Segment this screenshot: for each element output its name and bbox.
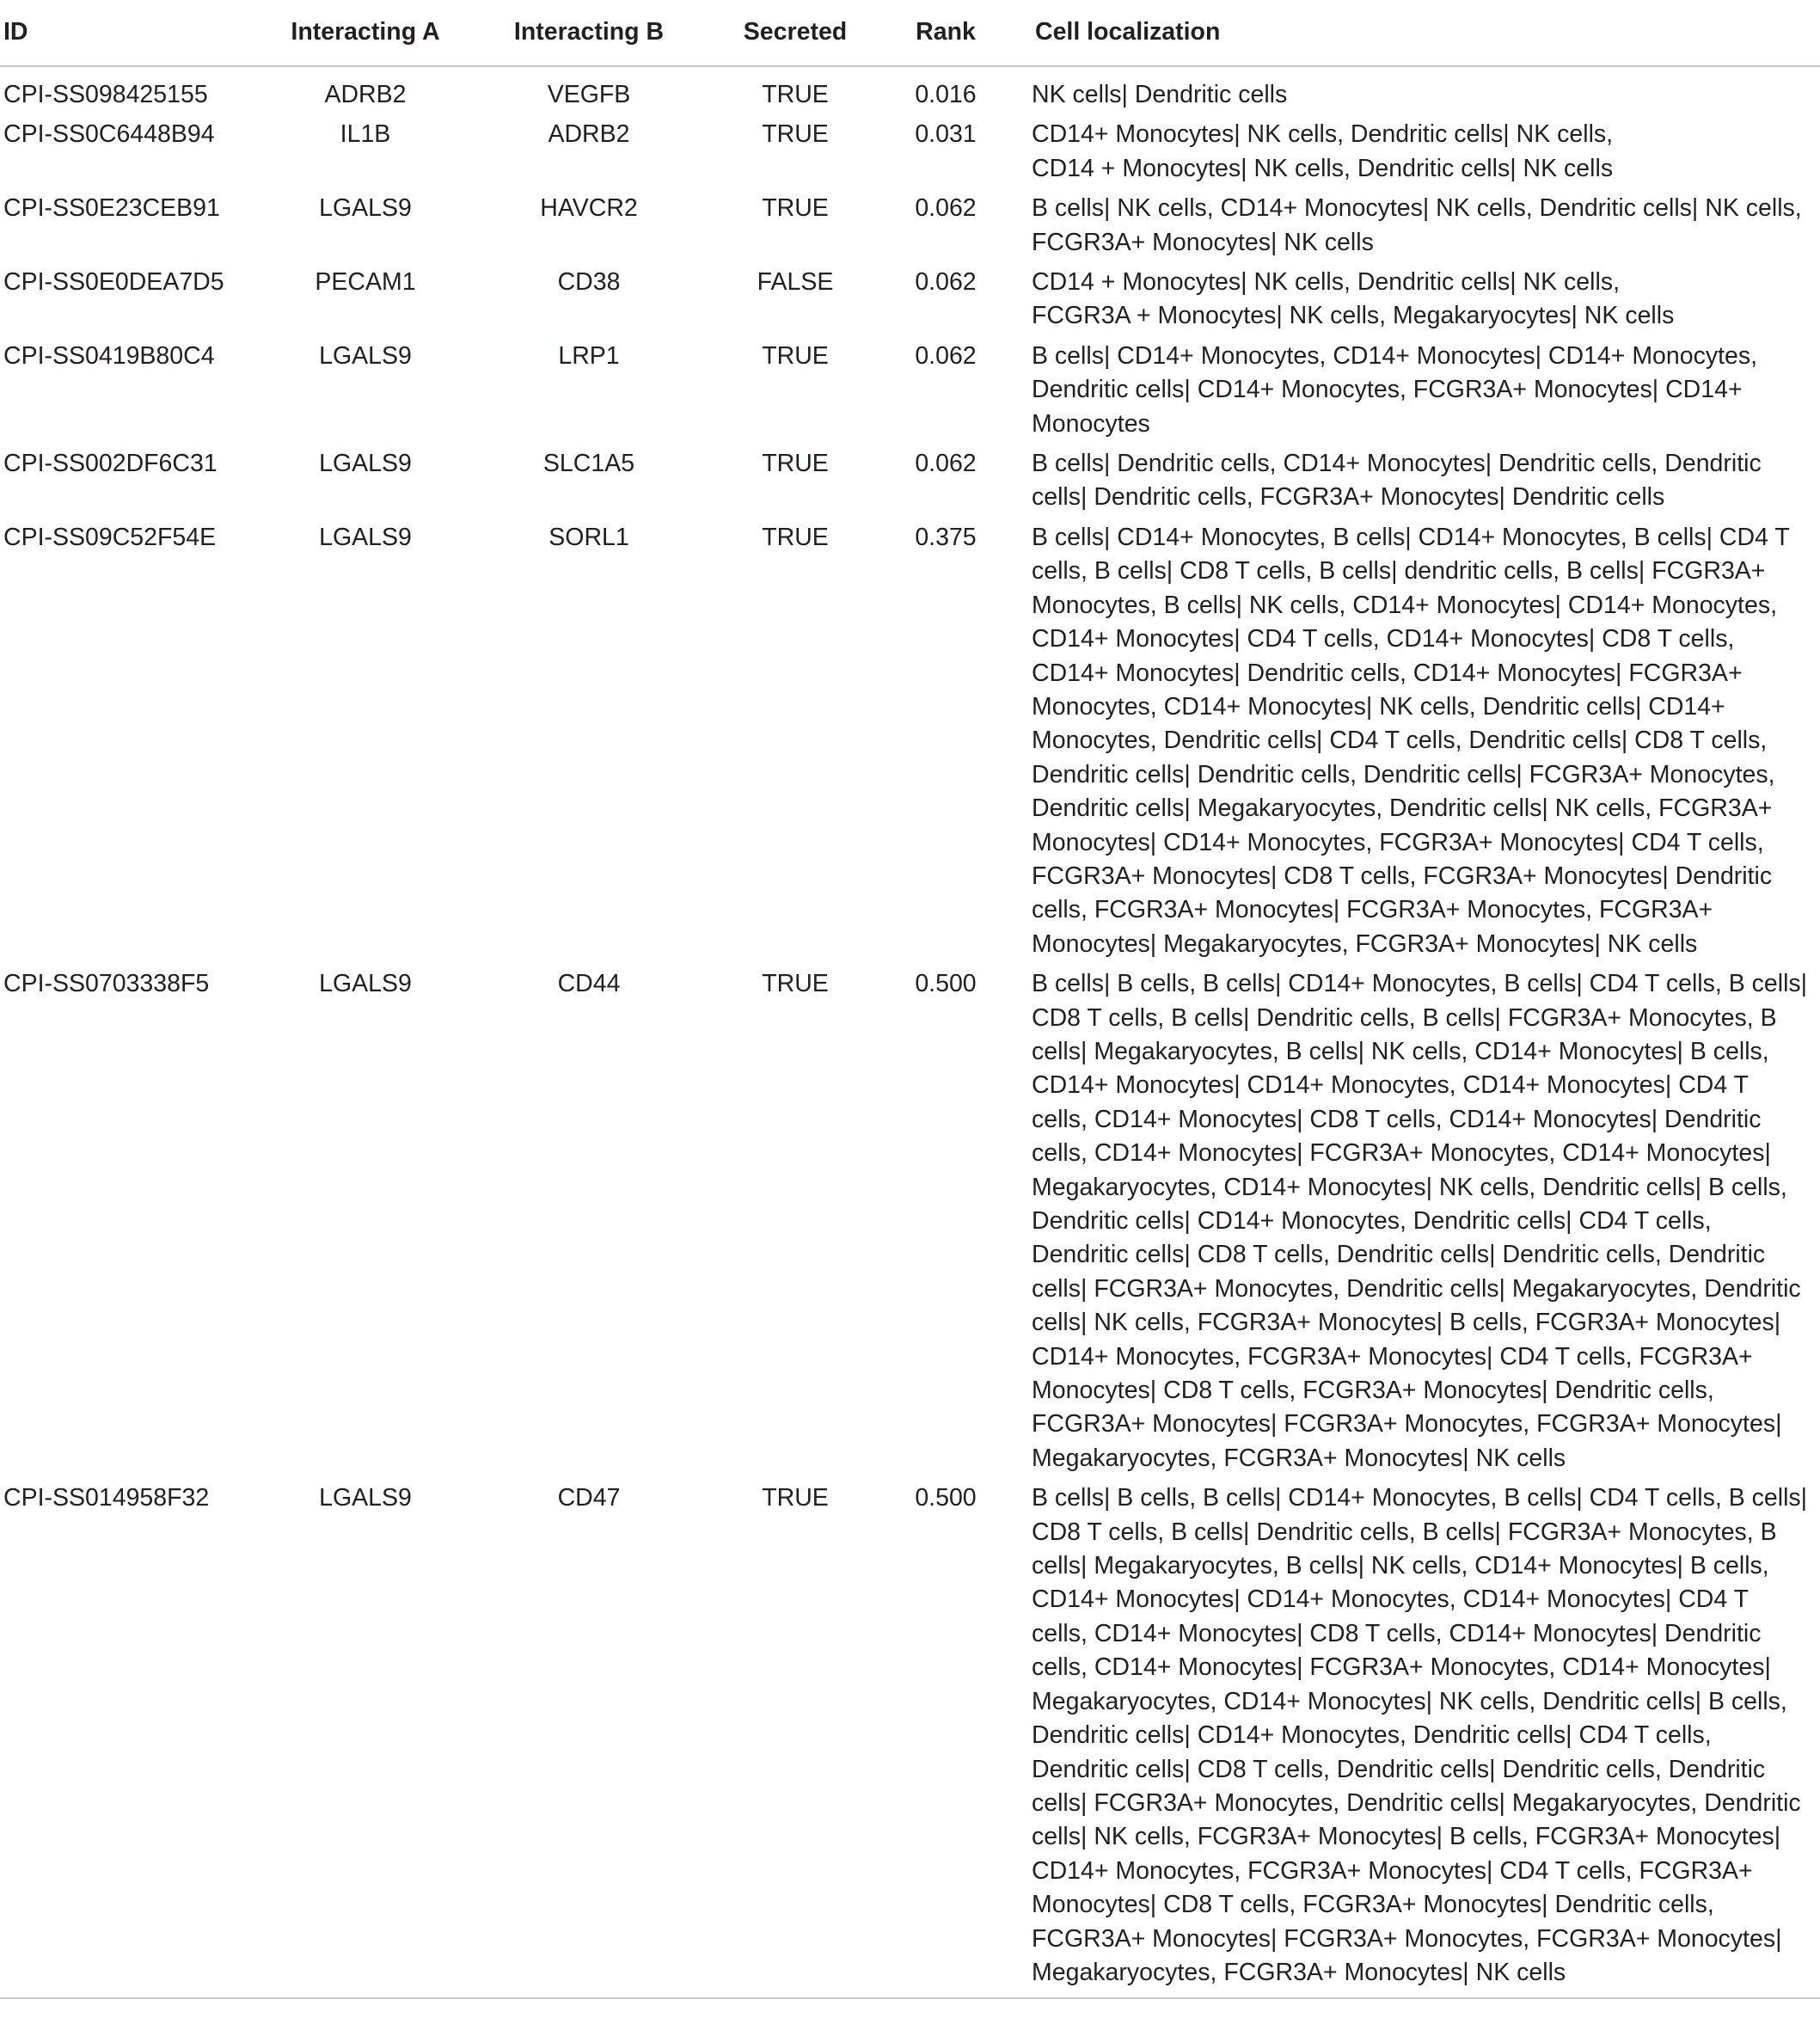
cell-rank: 0.062 <box>915 268 977 297</box>
localization-line: cells| FCGR3A+ Monocytes, Dendritic cells| Megakaryocytes, Dendritic <box>1032 1274 1801 1303</box>
localization-line: cells, CD14+ Monocytes| CD8 T cells, CD14+ Monocytes| Dendritic <box>1032 1105 1762 1133</box>
localization-line: CD8 T cells, B cells| Dendritic cells, B cells| FCGR3A+ Monocytes, B <box>1032 1518 1777 1546</box>
cell-interacting-a: LGALS9 <box>319 450 412 478</box>
localization-line: B cells| B cells, B cells| CD14+ Monocytes, B cells| CD4 T cells, B cells| <box>1032 970 1808 998</box>
localization-line: CD14+ Monocytes, FCGR3A+ Monocytes| CD4 T cells, FCGR3A+ <box>1032 1856 1753 1885</box>
cell-id: CPI-SS014958F32 <box>0 1481 284 1998</box>
table-row <box>0 447 1820 521</box>
cell-interacting-b: LRP1 <box>558 341 620 370</box>
localization-line: FCGR3A+ Monocytes| FCGR3A+ Monocytes, FCGR3A+ Monocytes| <box>1032 1924 1782 1953</box>
cell-localization <box>1032 967 1820 1481</box>
cell-interacting-a: LGALS9 <box>319 970 412 998</box>
cell-rank: 0.062 <box>915 341 977 370</box>
cell-id: CPI-SS0C6448B94 <box>3 120 215 149</box>
cell-interacting-b: SORL1 <box>548 523 629 551</box>
cell-localization <box>1032 521 1820 967</box>
cell-secreted: TRUE <box>762 81 829 108</box>
cell-interacting-a: ADRB2 <box>324 81 407 108</box>
cell-rank: 0.016 <box>915 81 977 108</box>
cell-secreted: TRUE <box>762 970 829 998</box>
table-row <box>0 192 1820 266</box>
localization-line: cells| Megakaryocytes, B cells| NK cells, CD14+ Monocytes| B cells, <box>1032 1552 1769 1580</box>
cell-secreted: TRUE <box>762 450 829 478</box>
table-row <box>0 340 1820 447</box>
localization-line: Monocytes| CD8 T cells, FCGR3A+ Monocytes| Dendritic cells, <box>1032 1891 1714 1919</box>
cell-localization <box>1032 192 1820 266</box>
cell-interacting-b: CD38 <box>557 268 621 297</box>
cell-interacting-b: VEGFB <box>547 81 631 108</box>
localization-line: Dendritic cells| CD14+ Monocytes, Dendritic cells| CD4 T cells, <box>1032 1721 1712 1750</box>
localization-line: FCGR3A+ Monocytes| NK cells <box>1032 228 1374 256</box>
cell-localization <box>1032 66 1820 118</box>
table-header <box>0 0 1820 66</box>
table-row <box>0 266 1820 340</box>
localization-line: Monocytes, Dendritic cells| CD4 T cells, Dendritic cells| CD8 T cells, <box>1032 727 1768 755</box>
header-row <box>0 0 1820 66</box>
localization-line: cells, B cells| CD8 T cells, B cells| dendritic cells, B cells| FCGR3A+ <box>1032 557 1766 586</box>
cell-localization <box>1032 447 1820 521</box>
cell-interacting-b: ADRB2 <box>548 120 630 149</box>
localization-line: CD8 T cells, B cells| Dendritic cells, B cells| FCGR3A+ Monocytes, B <box>1032 1003 1777 1032</box>
localization-line: FCGR3A+ Monocytes| CD8 T cells, FCGR3A+ Monocytes| Dendritic <box>1032 862 1773 890</box>
localization-line: NK cells| Dendritic cells <box>1032 81 1288 108</box>
cell-rank: 0.062 <box>915 450 977 478</box>
cell-localization <box>1032 118 1820 192</box>
cell-id: CPI-SS0419B80C4 <box>3 341 215 370</box>
cell-interacting-a: LGALS9 <box>319 523 412 551</box>
localization-line: cells, FCGR3A+ Monocytes| FCGR3A+ Monocytes, FCGR3A+ <box>1032 896 1713 924</box>
localization-line: cells, CD14+ Monocytes| FCGR3A+ Monocytes, CD14+ Monocytes| <box>1032 1653 1771 1682</box>
cell-rank: 0.062 <box>915 194 977 223</box>
localization-line: CD14+ Monocytes, FCGR3A+ Monocytes| CD4 T cells, FCGR3A+ <box>1032 1342 1753 1371</box>
localization-line: Monocytes, CD14+ Monocytes| NK cells, Dendritic cells| CD14+ <box>1032 692 1725 721</box>
localization-line: B cells| NK cells, CD14+ Monocytes| NK cells, Dendritic cells| NK cells, <box>1032 194 1802 223</box>
localization-line: Megakaryocytes, FCGR3A+ Monocytes| NK cells <box>1032 1444 1566 1472</box>
localization-line: cells| FCGR3A+ Monocytes, Dendritic cells| Megakaryocytes, Dendritic <box>1032 1788 1801 1817</box>
table-row <box>0 521 1820 967</box>
cell-rank: 0.500 <box>860 1481 1032 1998</box>
cell-interacting-b: SLC1A5 <box>542 450 635 478</box>
localization-line: Dendritic cells| CD8 T cells, Dendritic cells| Dendritic cells, Dendritic <box>1032 1241 1766 1269</box>
cell-interacting-b: CD47 <box>447 1481 731 1998</box>
table-row <box>0 967 1820 1481</box>
cell-rank: 0.375 <box>915 523 977 551</box>
cell-id: CPI-SS0E23CEB91 <box>3 194 220 223</box>
localization-line: CD14 + Monocytes| NK cells, Dendritic cells| NK cells <box>1032 154 1614 182</box>
cell-interacting-a: PECAM1 <box>315 268 416 297</box>
localization-line: Dendritic cells| CD8 T cells, Dendritic cells| Dendritic cells, Dendritic <box>1032 1755 1766 1783</box>
localization-line: Dendritic cells| CD14+ Monocytes, Dendritic cells| CD4 T cells, <box>1032 1207 1712 1235</box>
cell-secreted: TRUE <box>762 120 829 149</box>
localization-line: CD14+ Monocytes| CD14+ Monocytes, CD14+ Monocytes| CD4 T <box>1032 1071 1750 1100</box>
cell-id: CPI-SS0703338F5 <box>3 970 210 998</box>
localization-line: B cells| Dendritic cells, CD14+ Monocytes| Dendritic cells, Dendritic <box>1032 450 1762 478</box>
localization-line: Monocytes| CD8 T cells, FCGR3A+ Monocytes| Dendritic cells, <box>1032 1377 1714 1405</box>
localization-line: Dendritic cells| CD14+ Monocytes, FCGR3A+ Monocytes| CD14+ <box>1032 376 1743 404</box>
localization-line: Dendritic cells| Dendritic cells, Dendritic cells| FCGR3A+ Monocytes, <box>1032 760 1775 788</box>
localization-line: FCGR3A+ Monocytes| FCGR3A+ Monocytes, FCGR3A+ Monocytes| <box>1032 1410 1782 1438</box>
cell-rank: 0.500 <box>915 970 977 998</box>
localization-line: Megakaryocytes, CD14+ Monocytes| NK cells, Dendritic cells| B cells, <box>1032 1173 1787 1201</box>
cell-id: CPI-SS002DF6C31 <box>3 450 218 478</box>
table-row <box>0 118 1820 192</box>
localization-line: CD14+ Monocytes| NK cells, Dendritic cells| NK cells, <box>1032 120 1614 149</box>
cell-interacting-a: LGALS9 <box>284 1481 447 1998</box>
localization-line: Monocytes| CD14+ Monocytes, FCGR3A+ Monocytes| CD4 T cells, <box>1032 828 1764 856</box>
header-interacting-a: Interacting A <box>284 0 447 66</box>
header-interacting-b: Interacting B <box>447 0 731 66</box>
cell-secreted: FALSE <box>757 268 834 297</box>
localization-line: cells| NK cells, FCGR3A+ Monocytes| B cells, FCGR3A+ Monocytes| <box>1032 1823 1781 1851</box>
localization-line: cells, CD14+ Monocytes| CD8 T cells, CD14+ Monocytes| Dendritic <box>1032 1619 1762 1647</box>
localization-line: Monocytes| Megakaryocytes, FCGR3A+ Monocytes| NK cells <box>1032 929 1698 958</box>
cell-id: CPI-SS09C52F54E <box>3 523 217 551</box>
cell-secreted: TRUE <box>762 194 829 223</box>
table-row <box>0 66 1820 118</box>
cell-interacting-a: LGALS9 <box>319 194 412 223</box>
localization-line: FCGR3A + Monocytes| NK cells, Megakaryocytes| NK cells <box>1032 302 1675 330</box>
cell-interacting-a: IL1B <box>340 120 391 149</box>
localization-line: CD14+ Monocytes| CD4 T cells, CD14+ Monocytes| CD8 T cells, <box>1032 625 1735 653</box>
localization-line: CD14+ Monocytes| CD14+ Monocytes, CD14+ Monocytes| CD4 T <box>1032 1586 1750 1614</box>
localization-line: cells| Megakaryocytes, B cells| NK cells, CD14+ Monocytes| B cells, <box>1032 1037 1769 1065</box>
localization-line: B cells| B cells, B cells| CD14+ Monocytes, B cells| CD4 T cells, B cells| <box>1032 1484 1808 1512</box>
cell-rank: 0.031 <box>915 120 977 149</box>
localization-line: cells| NK cells, FCGR3A+ Monocytes| B cells, FCGR3A+ Monocytes| <box>1032 1309 1781 1337</box>
cell-localization <box>1032 340 1820 447</box>
cell-id: CPI-SS0E0DEA7D5 <box>3 268 224 297</box>
header-rank: Rank <box>860 0 1032 66</box>
cell-secreted: TRUE <box>731 1481 860 1998</box>
localization-line: cells, CD14+ Monocytes| FCGR3A+ Monocytes, CD14+ Monocytes| <box>1032 1139 1771 1168</box>
localization-line: Monocytes, B cells| NK cells, CD14+ Monocytes| CD14+ Monocytes, <box>1032 591 1777 619</box>
cell-interacting-a: LGALS9 <box>319 341 412 370</box>
cell-interacting-b: HAVCR2 <box>540 194 638 223</box>
cell-secreted: TRUE <box>762 523 829 551</box>
localization-line: Monocytes <box>1032 409 1150 438</box>
table-body <box>0 66 1820 1998</box>
cell-id: CPI-SS098425155 <box>3 81 208 108</box>
localization-line: B cells| CD14+ Monocytes, CD14+ Monocytes| CD14+ Monocytes, <box>1032 341 1758 370</box>
header-id: ID <box>0 0 284 66</box>
cell-localization <box>1032 266 1820 340</box>
localization-line: B cells| CD14+ Monocytes, B cells| CD14+ Monocytes, B cells| CD4 T <box>1032 523 1790 551</box>
localization-line: Dendritic cells| Megakaryocytes, Dendritic cells| NK cells, FCGR3A+ <box>1032 794 1773 823</box>
localization-line: CD14 + Monocytes| NK cells, Dendritic cells| NK cells, <box>1032 268 1620 297</box>
localization-line: cells| Dendritic cells, FCGR3A+ Monocytes| Dendritic cells <box>1032 483 1665 512</box>
localization-line: CD14+ Monocytes| Dendritic cells, CD14+ Monocytes| FCGR3A+ <box>1032 659 1743 687</box>
localization-line: Megakaryocytes, FCGR3A+ Monocytes| NK cells <box>1032 1958 1566 1986</box>
header-secreted: Secreted <box>731 0 860 66</box>
header-cell-localization: Cell localization <box>1032 0 1820 66</box>
localization-line: Megakaryocytes, CD14+ Monocytes| NK cells, Dendritic cells| B cells, <box>1032 1687 1787 1715</box>
cell-secreted: TRUE <box>762 341 829 370</box>
table-row <box>0 1481 1820 1998</box>
cell-interacting-b: CD44 <box>557 970 621 998</box>
cell-localization <box>1032 1481 1820 1998</box>
